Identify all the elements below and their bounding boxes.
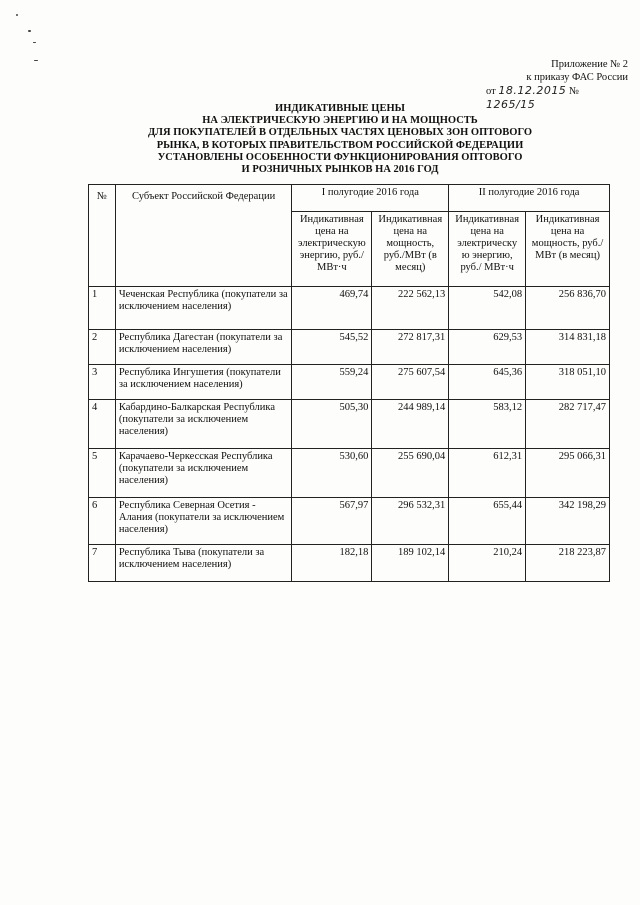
header-power-half2: Индикативная цена на мощность, руб./МВт (в месяц) bbox=[526, 212, 610, 287]
row-subject: Республика Ингушетия (покупатели за исключением населения) bbox=[115, 365, 292, 400]
row-no: 1 bbox=[89, 287, 116, 330]
header-half2: II полугодие 2016 года bbox=[449, 185, 610, 212]
table-row bbox=[89, 545, 610, 582]
row-power-half2: 314 831,18 bbox=[526, 330, 610, 365]
appendix-number: 1265/15 bbox=[486, 98, 536, 111]
scan-speck bbox=[16, 14, 18, 16]
row-no: 6 bbox=[89, 498, 116, 545]
row-energy-half2: 612,31 bbox=[449, 449, 526, 498]
appendix-date: 18.12.2015 bbox=[498, 84, 567, 97]
row-power-half1: 296 532,31 bbox=[372, 498, 449, 545]
row-power-half2: 282 717,47 bbox=[526, 400, 610, 449]
row-power-half2: 256 836,70 bbox=[526, 287, 610, 330]
scan-speck bbox=[34, 60, 38, 61]
appendix-from: от bbox=[486, 86, 496, 97]
table-row bbox=[89, 400, 610, 449]
appendix-line1: Приложение № 2 bbox=[551, 59, 628, 70]
row-power-half1: 275 607,54 bbox=[372, 365, 449, 400]
header-energy-half1: Индикативная цена на электрическую энергию, руб./ МВт·ч bbox=[292, 212, 372, 287]
header-subject: Субъект Российской Федерации bbox=[115, 185, 292, 287]
row-energy-half1: 530,60 bbox=[292, 449, 372, 498]
table-header-row bbox=[89, 185, 610, 212]
row-energy-half1: 567,97 bbox=[292, 498, 372, 545]
row-subject: Карачаево-Черкесская Республика (покупатели за исключением населения) bbox=[115, 449, 292, 498]
row-no: 3 bbox=[89, 365, 116, 400]
row-power-half2: 218 223,87 bbox=[526, 545, 610, 582]
row-energy-half2: 645,36 bbox=[449, 365, 526, 400]
appendix-line2: к приказу ФАС России bbox=[526, 72, 628, 83]
table-row bbox=[89, 498, 610, 545]
row-subject: Республика Дагестан (покупатели за исключением населения) bbox=[115, 330, 292, 365]
title-line: ДЛЯ ПОКУПАТЕЛЕЙ В ОТДЕЛЬНЫХ ЧАСТЯХ ЦЕНОВЫХ ЗОН ОПТОВОГО bbox=[147, 127, 533, 139]
title-line: УСТАНОВЛЕНЫ ОСОБЕННОСТИ ФУНКЦИОНИРОВАНИЯ ОПТОВОГО bbox=[157, 151, 523, 163]
table-row bbox=[89, 365, 610, 400]
row-subject: Кабардино-Балкарская Республика (покупатели за исключением населения) bbox=[115, 400, 292, 449]
document-title bbox=[70, 103, 610, 176]
table-row bbox=[89, 449, 610, 498]
row-no: 7 bbox=[89, 545, 116, 582]
row-energy-half2: 583,12 bbox=[449, 400, 526, 449]
row-no: 4 bbox=[89, 400, 116, 449]
row-energy-half1: 469,74 bbox=[292, 287, 372, 330]
scan-speck bbox=[28, 30, 31, 32]
title-line: РЫНКА, В КОТОРЫХ ПРАВИТЕЛЬСТВОМ РОССИЙСКОЙ ФЕДЕРАЦИИ bbox=[156, 139, 524, 151]
row-subject: Республика Тыва (покупатели за исключением населения) bbox=[115, 545, 292, 582]
row-no: 5 bbox=[89, 449, 116, 498]
row-power-half2: 295 066,31 bbox=[526, 449, 610, 498]
table-row bbox=[89, 330, 610, 365]
row-energy-half2: 210,24 bbox=[449, 545, 526, 582]
row-subject: Чеченская Республика (покупатели за исключением населения) bbox=[115, 287, 292, 330]
row-energy-half1: 559,24 bbox=[292, 365, 372, 400]
scan-speck bbox=[33, 42, 36, 43]
row-power-half1: 272 817,31 bbox=[372, 330, 449, 365]
row-power-half1: 244 989,14 bbox=[372, 400, 449, 449]
row-energy-half1: 505,30 bbox=[292, 400, 372, 449]
row-energy-half1: 182,18 bbox=[292, 545, 372, 582]
title-line: ИНДИКАТИВНЫЕ ЦЕНЫ bbox=[275, 103, 405, 114]
row-energy-half2: 542,08 bbox=[449, 287, 526, 330]
title-line: И РОЗНИЧНЫХ РЫНКОВ НА 2016 ГОД bbox=[241, 164, 439, 176]
row-power-half1: 189 102,14 bbox=[372, 545, 449, 582]
row-power-half2: 318 051,10 bbox=[526, 365, 610, 400]
row-subject: Республика Северная Осетия - Алания (покупатели за исключением населения) bbox=[115, 498, 292, 545]
header-energy-half2: Индикативная цена на электрическу ю энергию, руб./ МВт·ч bbox=[449, 212, 526, 287]
header-half1: I полугодие 2016 года bbox=[292, 185, 449, 212]
appendix-no-sign: № bbox=[568, 86, 579, 97]
row-power-half1: 222 562,13 bbox=[372, 287, 449, 330]
row-power-half2: 342 198,29 bbox=[526, 498, 610, 545]
row-no: 2 bbox=[89, 330, 116, 365]
row-energy-half1: 545,52 bbox=[292, 330, 372, 365]
row-energy-half2: 655,44 bbox=[449, 498, 526, 545]
header-power-half1: Индикативная цена на мощность, руб./МВт (в месяц) bbox=[372, 212, 449, 287]
row-energy-half2: 629,53 bbox=[449, 330, 526, 365]
prices-table bbox=[88, 184, 610, 582]
header-no: № bbox=[89, 185, 116, 287]
title-line: НА ЭЛЕКТРИЧЕСКУЮ ЭНЕРГИЮ И НА МОЩНОСТЬ bbox=[202, 115, 478, 127]
row-power-half1: 255 690,04 bbox=[372, 449, 449, 498]
table-row bbox=[89, 287, 610, 330]
